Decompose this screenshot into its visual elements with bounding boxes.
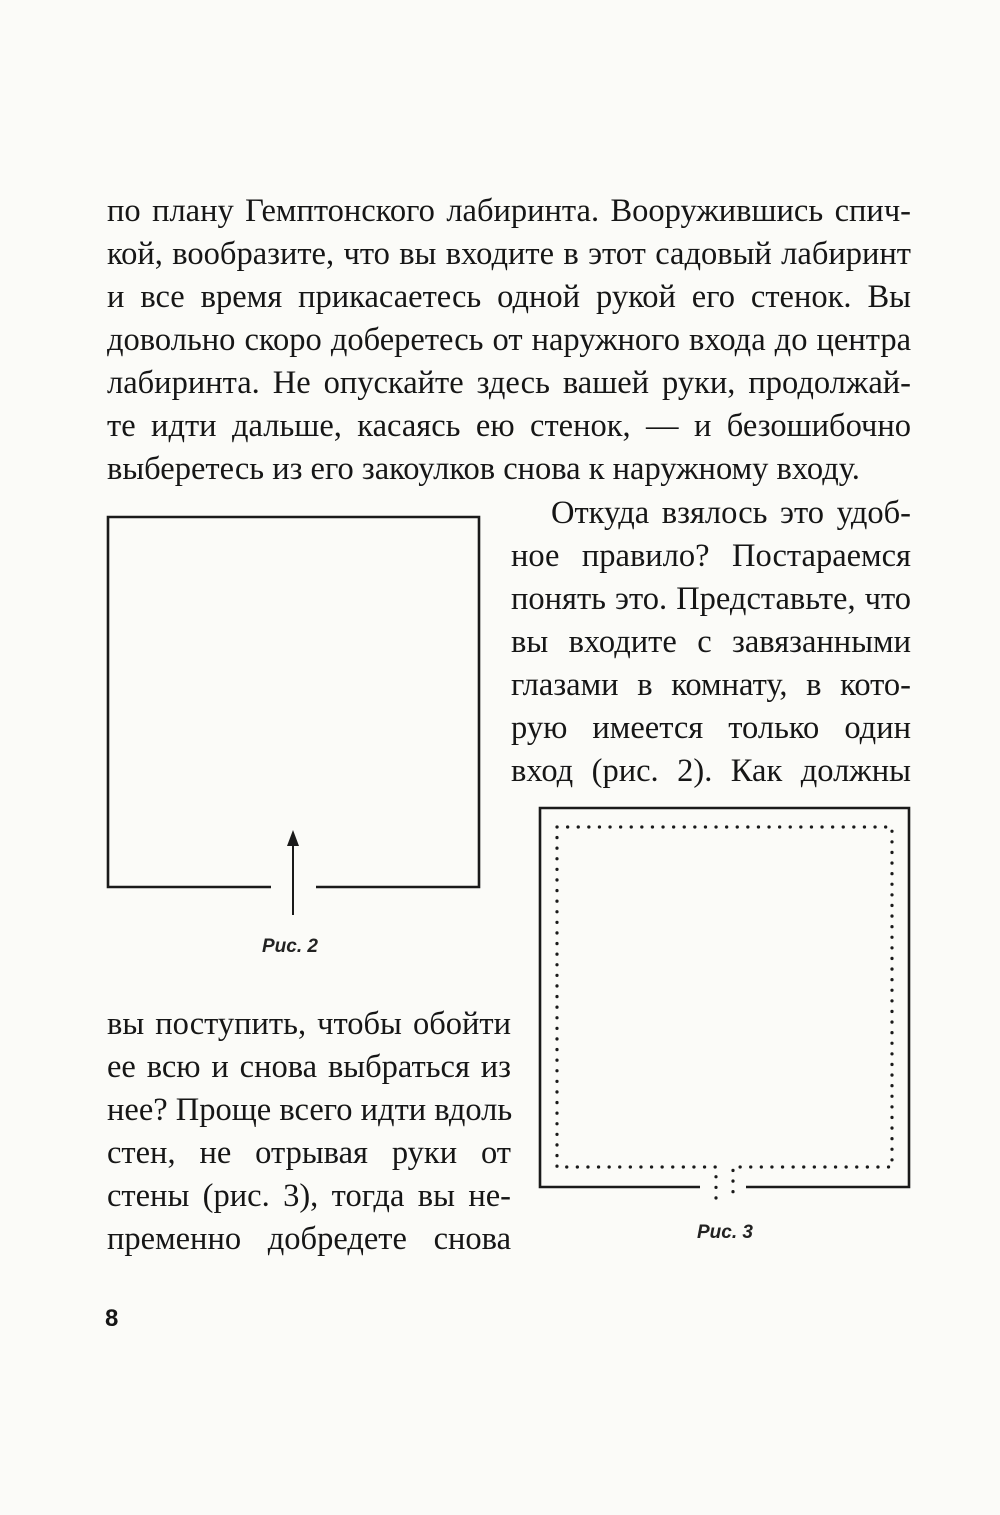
text-line: лабиринта. Не опускайте здесь вашей руки, продолжай- bbox=[107, 365, 911, 401]
figure-2-room-diagram bbox=[100, 510, 490, 920]
text-line: те идти дальше, касаясь ею стенок, — и безошибочно bbox=[107, 408, 911, 444]
figure-3-caption: Рис. 3 bbox=[697, 1222, 753, 1243]
text-line: вход (рис. 2). Как должны bbox=[511, 753, 911, 789]
text-line: ное правило? Постараемся bbox=[511, 538, 911, 574]
text-line: стен, не отрывая руки от bbox=[107, 1135, 511, 1171]
text-line: довольно скоро доберетесь от наружного входа до центра bbox=[107, 322, 911, 358]
walking-path-dotted bbox=[557, 827, 892, 1198]
text-line: рую имеется только один bbox=[511, 710, 911, 746]
text-line: кой, вообразите, что вы входите в этот садовый лабиринт bbox=[107, 236, 911, 272]
text-line: по плану Гемптонского лабиринта. Вооружившись спич- bbox=[107, 193, 911, 229]
text-line: вы поступить, чтобы обойти bbox=[107, 1006, 511, 1042]
figure-2-caption: Рис. 2 bbox=[262, 936, 318, 957]
text-line: нее? Проще всего идти вдоль bbox=[107, 1092, 513, 1128]
entry-arrow-head bbox=[287, 830, 299, 846]
text-line: вы входите с завязанными bbox=[511, 624, 911, 660]
text-line: и все время прикасаетесь одной рукой его стенок. Вы bbox=[107, 279, 911, 315]
text-line: выберетесь из его закоулков снова к наружному входу. bbox=[107, 451, 860, 487]
text-line: понять это. Представьте, что bbox=[511, 581, 911, 617]
room-walls bbox=[540, 808, 909, 1187]
text-line: стены (рис. 3), тогда вы не- bbox=[107, 1178, 511, 1214]
text-line: ее всю и снова выбраться из bbox=[107, 1049, 511, 1085]
text-line: глазами в комнату, в кото- bbox=[511, 667, 911, 703]
text-line: Откуда взялось это удоб- bbox=[551, 495, 911, 531]
text-line: пременно добредете снова bbox=[107, 1221, 511, 1257]
page-number: 8 bbox=[105, 1305, 119, 1332]
figure-3-room-path-diagram bbox=[530, 800, 920, 1200]
